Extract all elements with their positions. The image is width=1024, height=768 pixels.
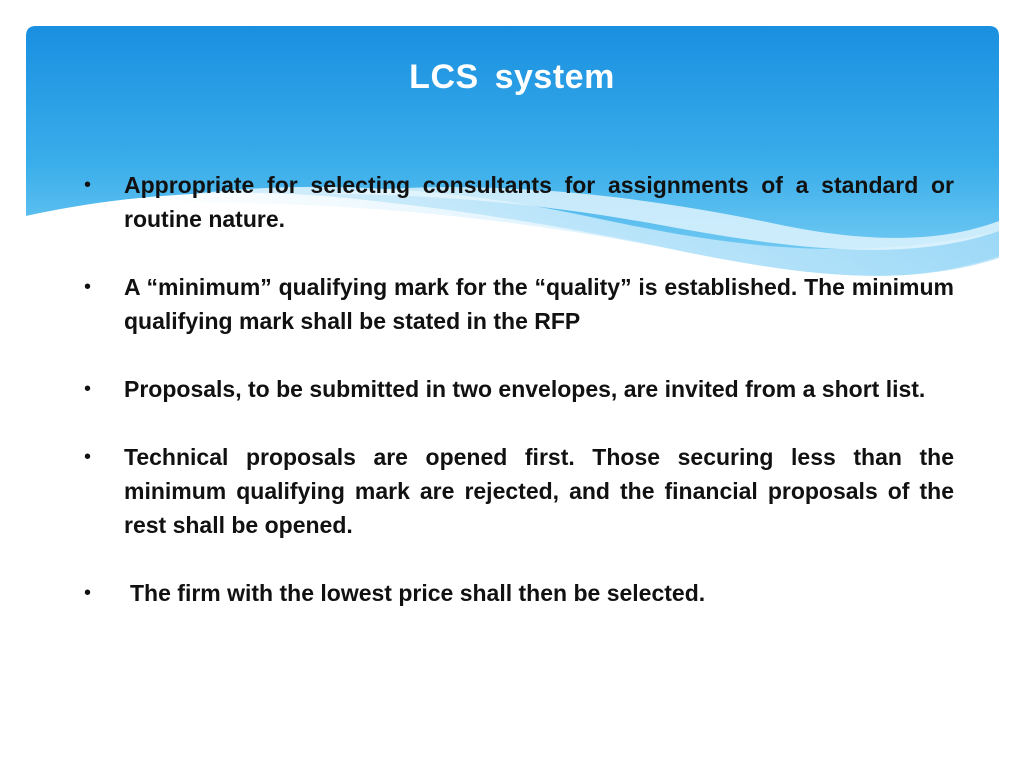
bullet-icon: • <box>84 378 92 400</box>
bullet-icon: • <box>84 446 92 468</box>
slide-title: LCS system <box>409 58 615 96</box>
bullet-text: Proposals, to be submitted in two envelopes, are invited from a short list. <box>124 376 926 402</box>
bullet-item <box>80 440 954 542</box>
bullet-icon: • <box>84 582 92 604</box>
bullet-item <box>80 372 954 406</box>
bullet-text: A “minimum” qualifying mark for the “quality” is established. The minimum qualifying mark shall be stated in the RFP <box>124 274 954 334</box>
bullet-item <box>80 270 954 338</box>
bullet-item <box>80 576 954 610</box>
bullet-icon: • <box>84 276 92 298</box>
bullet-text: The firm with the lowest price shall then be selected. <box>130 580 706 606</box>
bullet-text: Appropriate for selecting consultants for assignments of a standard or routine nature. <box>124 172 954 232</box>
bullet-icon: • <box>84 174 92 196</box>
bullet-list <box>80 168 954 610</box>
bullet-text: Technical proposals are opened first. Those securing less than the minimum qualifying mark are rejected, and the financial proposals of the rest shall be opened. <box>124 444 954 538</box>
bullet-item <box>80 168 954 236</box>
